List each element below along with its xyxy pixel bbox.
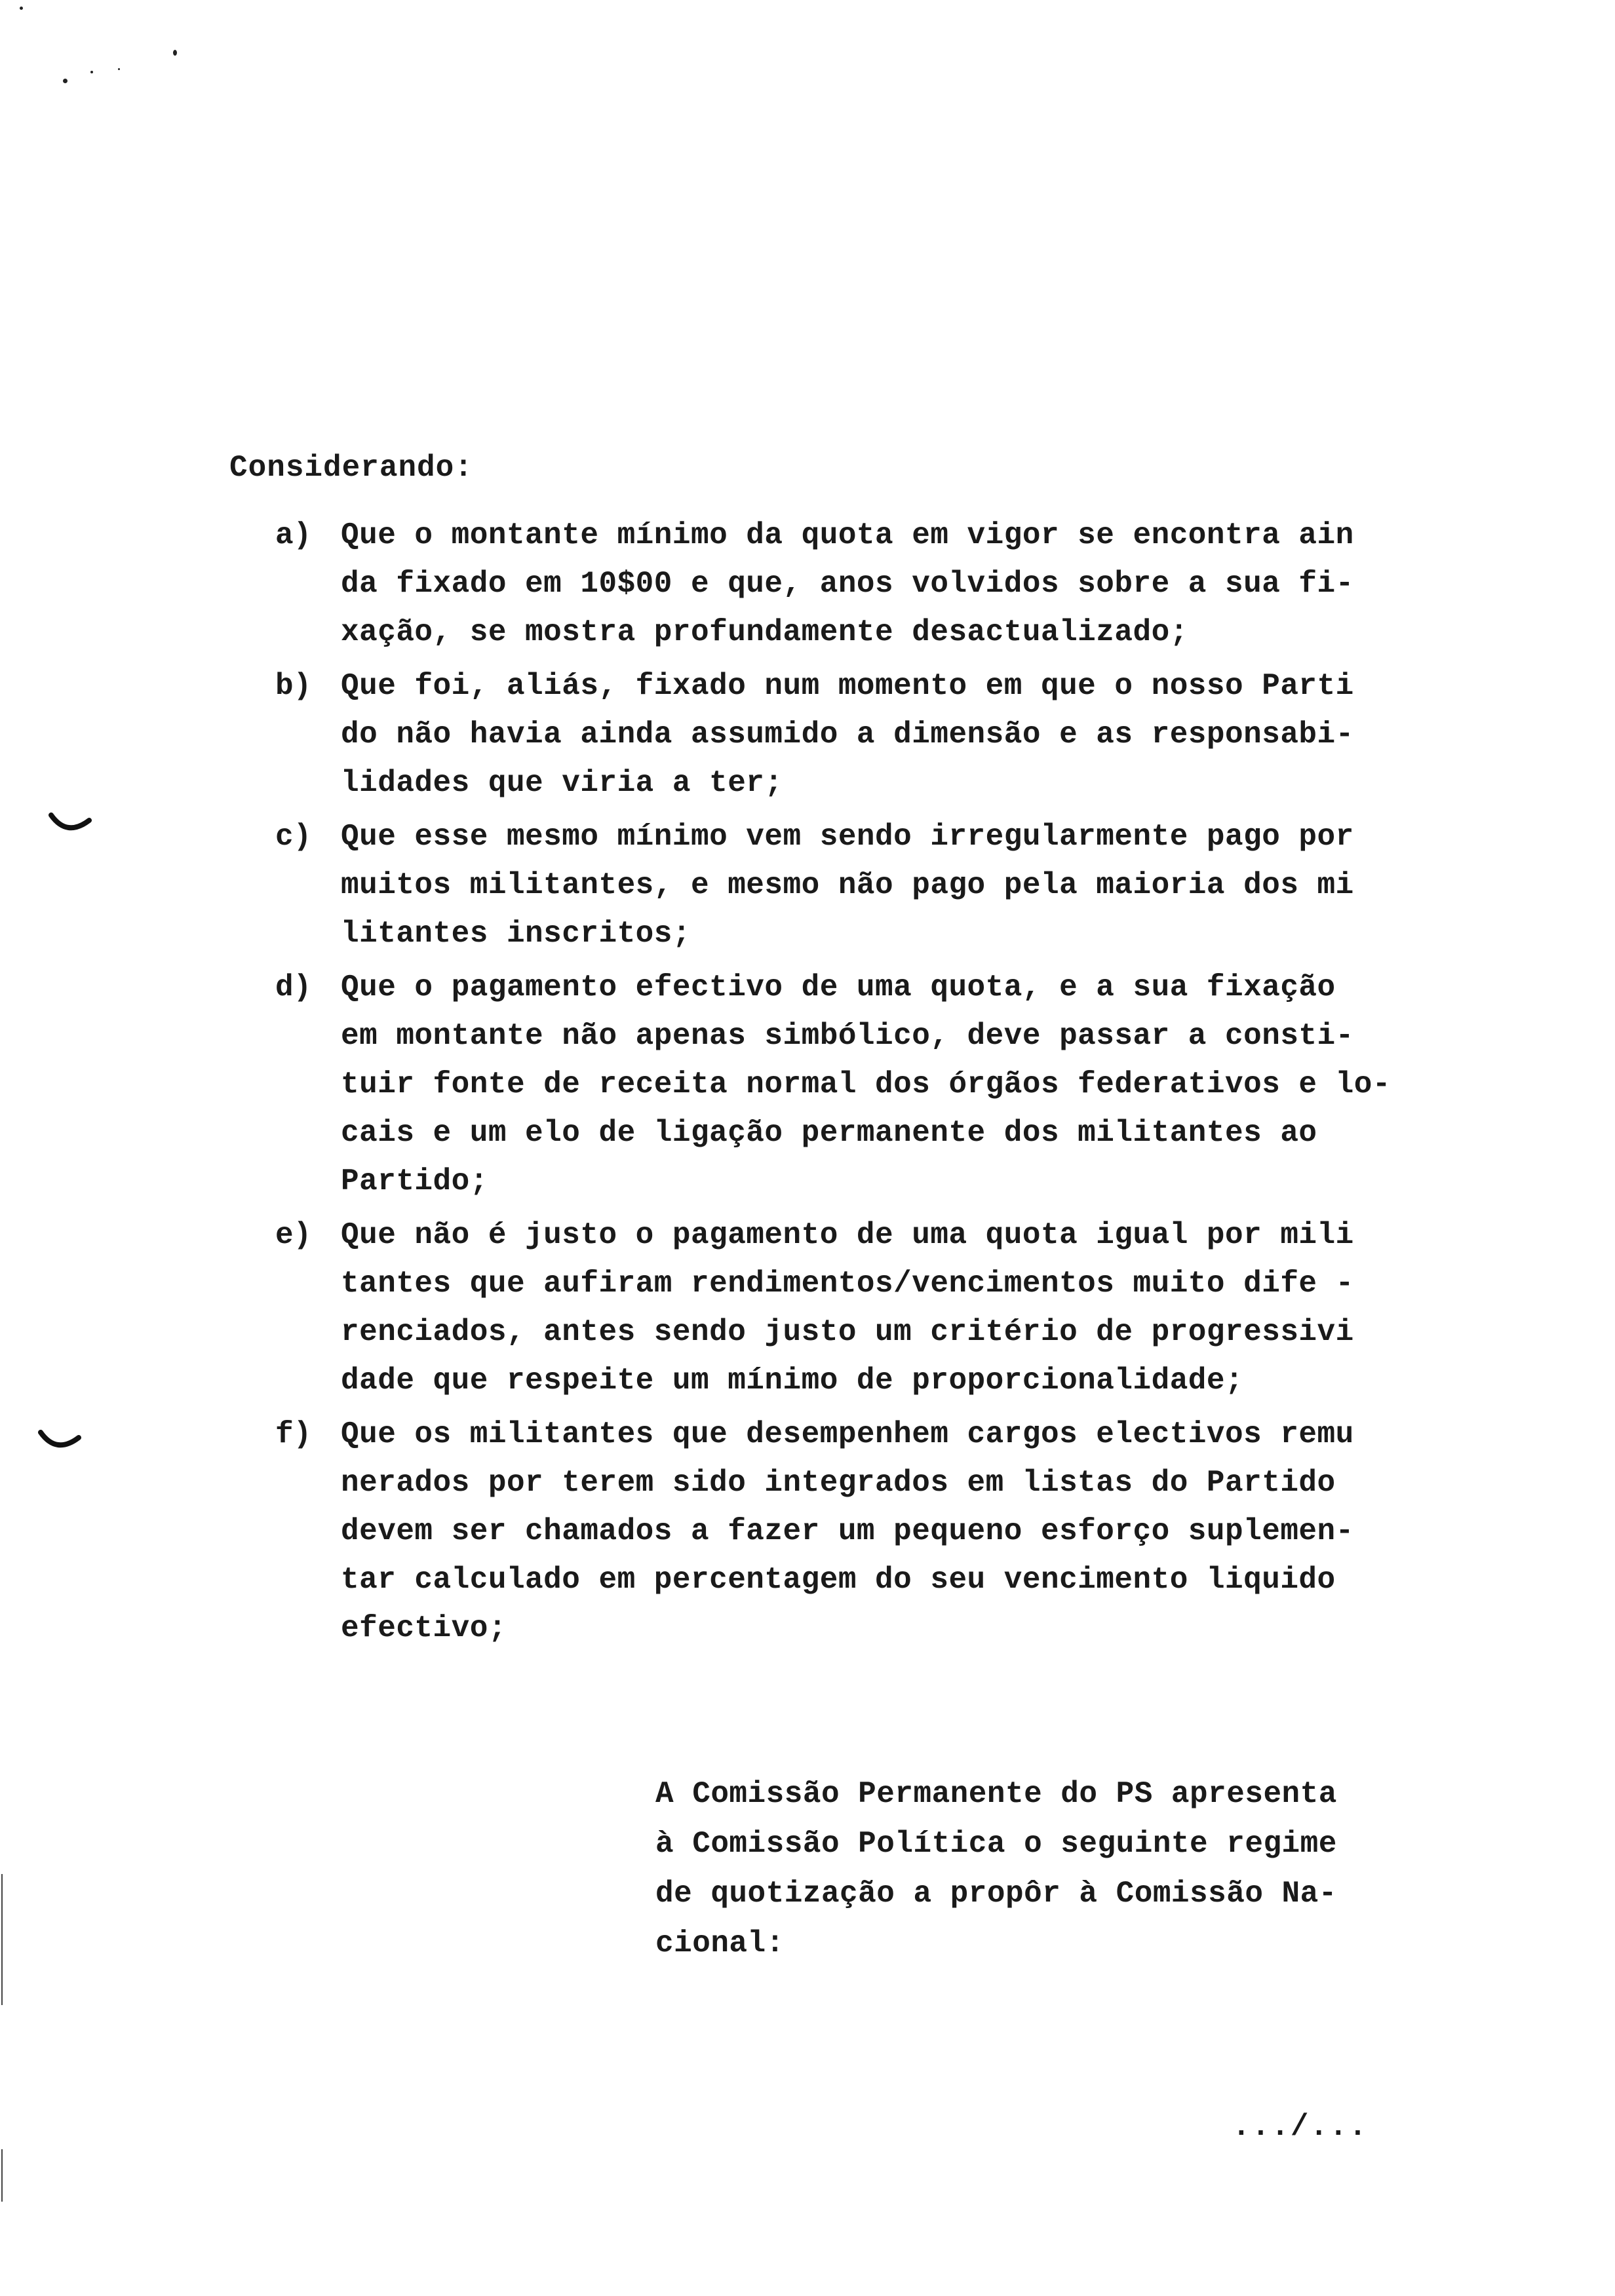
item-letter: e) [275,1218,312,1252]
punch-hole-mark-top [47,811,93,837]
text-line: Que não é justo o pagamento de uma quota igual por mili [341,1218,1354,1252]
text-line: Que os militantes que desempenhem cargos electivos remu [341,1417,1354,1451]
item-letter: f) [275,1417,312,1451]
list-item-a [275,511,1442,657]
text-line: Partido; [341,1164,488,1198]
scan-edge-line [1,1874,3,2005]
text-line: de quotização a propôr à Comissão Na- [655,1877,1337,1911]
list-item-f [275,1410,1442,1653]
item-letter: a) [275,518,312,552]
text-line: lidades que viria a ter; [341,766,783,800]
item-text [341,963,1442,1206]
text-line: tuir fonte de receita normal dos órgãos federativos e lo- [341,1067,1391,1101]
text-line: Que foi, aliás, fixado num momento em que o nosso Parti [341,669,1354,703]
text-line: tar calculado em percentagem do seu vencimento liquido [341,1563,1336,1597]
item-letter: d) [275,970,312,1004]
text-line: da fixado em 10$00 e que, anos volvidos sobre a sua fi- [341,567,1354,601]
text-line: renciados, antes sendo justo um critério de progressivi [341,1315,1354,1349]
item-text [341,662,1442,807]
scan-speck [90,71,93,73]
text-line: tantes que aufiram rendimentos/vencimentos muito dife - [341,1267,1354,1301]
text-line: devem ser chamados a fazer um pequeno esforço suplemen- [341,1514,1354,1548]
text-line: cional: [655,1926,785,1961]
text-line: à Comissão Política o seguinte regime [655,1827,1337,1861]
text-line: xação, se mostra profundamente desactualizado; [341,615,1188,649]
text-line: muitos militantes, e mesmo não pago pela maioria dos mi [341,868,1354,902]
considerations-list [275,511,1442,1658]
text-line: Que o montante mínimo da quota em vigor se encontra ain [341,518,1354,552]
text-line: efectivo; [341,1611,507,1645]
punch-hole-mark-bottom [37,1428,83,1455]
list-item-e [275,1211,1442,1405]
text-line: do não havia ainda assumido a dimensão e as responsabi- [341,718,1354,752]
closing-paragraph [655,1769,1442,1968]
text-line: nerados por terem sido integrados em listas do Partido [341,1466,1336,1500]
list-item-b [275,662,1442,807]
scan-edge-line [1,2149,3,2202]
scan-speck [63,79,68,83]
item-text [341,813,1442,958]
scan-speck [20,7,23,10]
continuation-marker: .../... [1232,2110,1369,2144]
document-heading: Considerando: [229,451,473,485]
scan-speck [118,68,120,70]
list-item-d [275,963,1442,1206]
item-text [341,1211,1442,1405]
text-line: em montante não apenas simbólico, deve passar a consti- [341,1019,1354,1053]
item-text [341,1410,1442,1653]
list-item-c [275,813,1442,958]
text-line: Que o pagamento efectivo de uma quota, e a sua fixação [341,970,1336,1004]
text-line: Que esse mesmo mínimo vem sendo irregularmente pago por [341,820,1354,854]
item-letter: b) [275,669,312,703]
item-letter: c) [275,820,312,854]
text-line: A Comissão Permanente do PS apresenta [655,1777,1337,1811]
scan-speck [173,50,177,56]
text-line: cais e um elo de ligação permanente dos militantes ao [341,1116,1317,1150]
item-text [341,511,1442,657]
text-line: dade que respeite um mínimo de proporcionalidade; [341,1364,1244,1398]
text-line: litantes inscritos; [341,917,691,951]
